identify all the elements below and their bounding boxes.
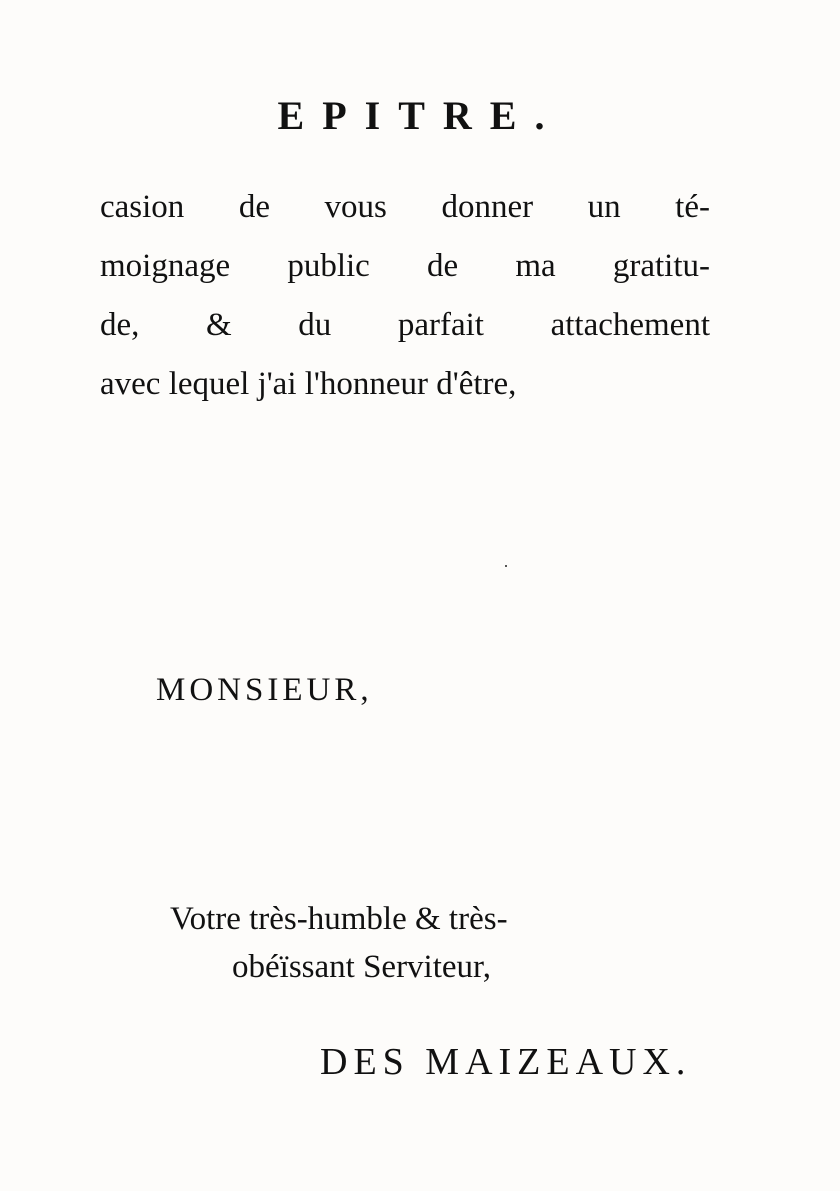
closing-line-1: Votre très-humble & très- (170, 901, 508, 937)
running-head: EPITRE. (277, 93, 563, 138)
ink-speck (505, 565, 507, 567)
closing-formula (170, 895, 508, 991)
body-line: casion de vous donner un té- (100, 189, 710, 225)
body-line: moignage public de ma gratitu- (100, 248, 710, 284)
body-line: de, & du parfait attachement (100, 307, 710, 343)
body-line: avec lequel j'ai l'honneur d'être, (100, 366, 517, 402)
dedication-body (100, 178, 710, 414)
signature: DES MAIZEAUX. (320, 1041, 692, 1083)
salutation: MONSIEUR, (156, 672, 373, 708)
closing-line-2: obéïssant Serviteur, (232, 949, 491, 985)
